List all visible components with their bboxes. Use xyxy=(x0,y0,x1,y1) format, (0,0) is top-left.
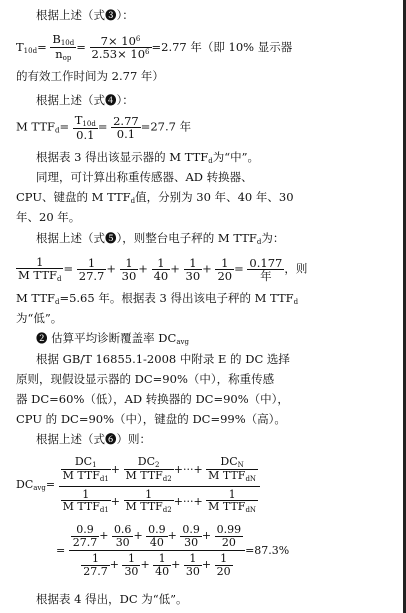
paragraph-line: 根据 GB/T 16855.1-2008 中附录 E 的 DC 选择 xyxy=(36,352,290,366)
paragraph-line: 为“低”。 xyxy=(16,311,63,325)
paragraph-line: CPU 的 DC=90%（中），键盘的 DC=99%（高）。 xyxy=(16,412,286,426)
paragraph-line: 根据上述（式❺），则整台电子秤的 M $TTF_d$为： xyxy=(36,231,285,246)
formula-dcavg: $DC_{avg}=$ $\frac{DC_1}{M TTF_{d1}}$ + $\frac{DC_2}{M TTF_{d2}}$ +···+ $\frac{DC_N}{M TTF_{dN}}$ $\frac{1}{M TTF_{d1}}$ + $\frac{1}{M TTF_{d2}}$ +···+ $\frac{1}{M TTF_{dN}}$ xyxy=(16,456,260,515)
paragraph-line: 根据上述（式❻）则： xyxy=(36,432,151,446)
formula-dcavg-result: = $\frac{0.9}{27.7}$ + $\frac{0.6}{30}$ + $\frac{0.9}{40}$ + $\frac{0.9}{30}$ + $\frac{0.99}{20}$ $\frac{1}{27.7}$ + $\frac{1}{30}$ + $\frac{1}{40}$ + $\frac{1}{30}$ + $\frac{1}{20}$ =87.3% xyxy=(56,523,290,578)
paragraph-line: M $TTF_d=5.65$ 年。根据表 3 得出该电子秤的 M $TTF_d$ xyxy=(16,291,299,306)
section-heading: ❷ 估算平均诊断覆盖率 $DC_{avg}$ xyxy=(36,331,189,346)
paragraph-line: 根据表 3 得出该显示器的 M $TTF_d$为“中”。 xyxy=(36,150,259,165)
paragraph-line: CPU、键盘的 M $TTF_d$值，分别为 30 年、40 年、30 xyxy=(16,190,294,205)
formula-total-mttfd: $\frac{1}{M TTF_d}$ = $\frac{1}{27.7}$ + $\frac{1}{30}$ + $\frac{1}{40}$ + $\frac{1}{30}$ + $\frac{1}{20}$ = $\frac{0.177}{\text{年}}$ ，则 xyxy=(18,255,308,284)
text-line: 根据上述（式❸）： xyxy=(36,8,134,22)
formula-mttfd: M $TTF_d=$ $\frac{T_{10d}}{0.1}$ = $\frac{2.77}{0.1}$ =27.7 年 xyxy=(16,113,192,143)
text-line: 的有效工作时间为 2.77 年） xyxy=(16,69,164,83)
formula-t10d: $T_{10d}=$ $\frac{B_{10d}}{n_{op}}$ = $\frac{7\times 10^6}{2.53\times 10^6}$ =2.77 年（即 10% 显示器 xyxy=(16,32,293,63)
text-line: 根据表 4 得出，DC 为“低”。 xyxy=(36,592,188,606)
paragraph-line: 同理，可计算出称重传感器、AD 转换器、 xyxy=(36,170,253,184)
paragraph-line: 年、20 年。 xyxy=(16,210,81,224)
paragraph-line: 器 DC=60%（低），AD 转换器的 DC=90%（中）， xyxy=(16,392,289,406)
paragraph-line: 原则，现假设显示器的 DC=90%（中），称重传感 xyxy=(16,372,275,386)
text-line: 根据上述（式❹）： xyxy=(36,93,134,107)
